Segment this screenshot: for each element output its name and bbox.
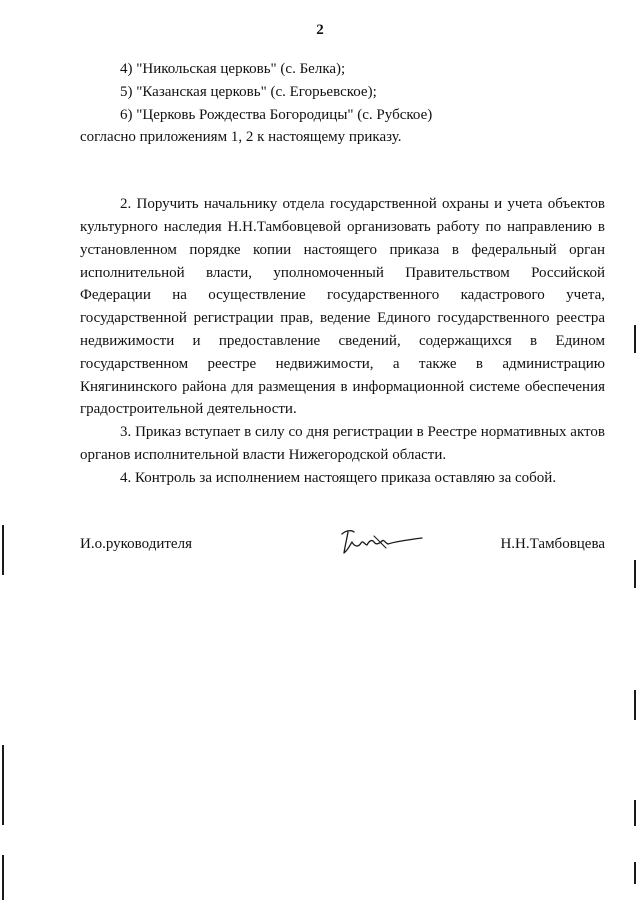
signature-block — [80, 532, 605, 562]
paragraph-2: 2. Поручить начальнику отдела государственной охраны и учета объектов культурного наследия Н.Н.Тамбовцевой организовать работу по направлению в установленном порядке копии настоящего приказа в федеральный орган исполнительной власти, уполномоченный Правительством Российской Федерации на осуществление государственного кадастрового учета, государственной регистрации прав, ведение Единого государственного реестра недвижимости и предоставление сведений, содержащихся в Едином государственном реестре недвижимости, а также в администрацию Княгининского района для размещения в информационной системе обеспечения градостроительной деятельности. — [80, 196, 605, 418]
signer-title: И.о.руководителя — [80, 536, 192, 552]
list-item: 6) "Церковь Рождества Богородицы" (с. Рубское) — [120, 106, 433, 123]
paragraph-gap — [80, 149, 605, 171]
list-item: 5) "Казанская церковь" (с. Егорьевское); — [120, 83, 377, 100]
list-tail: согласно приложениям 1, 2 к настоящему приказу. — [80, 129, 402, 146]
scan-edge-line — [634, 690, 636, 720]
list-item: 4) "Никольская церковь" (с. Белка); — [120, 61, 346, 77]
scan-edge-line — [634, 862, 636, 884]
paragraph-gap — [80, 171, 605, 193]
scan-edge-line — [634, 800, 636, 826]
paragraph-3: 3. Приказ вступает в силу со дня регистрации в Реестре нормативных актов органов исполнительной власти Нижегородской области. — [80, 424, 605, 463]
scan-edge-line — [2, 745, 4, 825]
scan-edge-line — [2, 855, 4, 900]
signer-name: Н.Н.Тамбовцева — [500, 536, 605, 552]
paragraph-4: 4. Контроль за исполнением настоящего приказа оставляю за собой. — [120, 469, 557, 486]
handwritten-signature — [336, 526, 426, 556]
page-number: 2 — [316, 22, 324, 38]
document-body — [80, 58, 605, 490]
scan-edge-line — [634, 560, 636, 588]
scan-edge-line — [634, 325, 636, 353]
scan-edge-line — [2, 525, 4, 575]
